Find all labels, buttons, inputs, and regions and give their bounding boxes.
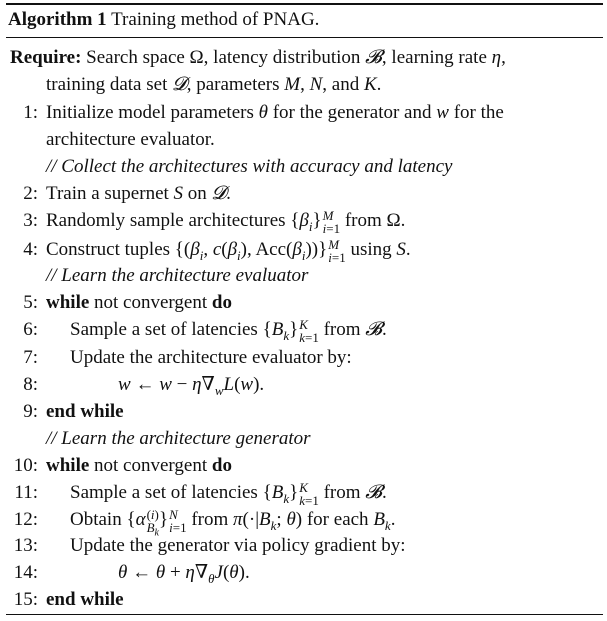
- end-while-keyword: end while: [46, 401, 124, 422]
- step-text: Update the architecture evaluator by:: [70, 347, 352, 368]
- comment-text: // Collect the architectures with accuracy and latency: [46, 156, 453, 177]
- line-number: 12:: [13, 509, 38, 530]
- line-number: 14:: [13, 562, 38, 583]
- step-text: Update the generator via policy gradient by:: [70, 535, 406, 556]
- line-number: 15:: [13, 589, 38, 610]
- line-number: 2:: [23, 183, 38, 204]
- line-number: 8:: [23, 374, 38, 395]
- line-number: 3:: [23, 210, 38, 231]
- line-number: 7:: [23, 347, 38, 368]
- algorithm-caption: Training method of PNAG.: [111, 9, 320, 30]
- line-number: 13:: [13, 535, 38, 556]
- line-number: 1:: [23, 102, 38, 123]
- condition-text: not convergent: [94, 292, 208, 313]
- line-number: 10:: [13, 455, 38, 476]
- do-keyword: do: [211, 455, 232, 476]
- comment-text: // Learn the architecture generator: [46, 428, 311, 449]
- algorithm-title: [8, 6, 319, 34]
- line-number: 11:: [14, 482, 38, 503]
- line-number: 4:: [23, 239, 38, 260]
- algorithm-box: Algorithm 1 Training method of PNAG. Require: Search space Ω, latency distribution 𝓑, learning rate η, training data set 𝓓, parameters M, N, and K. 1: Initialize model parameters θ for the generator and w for the architecture evaluator. // Collect the architectures with accuracy and latency 2: Train a supernet S on 𝓓. 3: Randomly sample architectures $\{\beta_i\}$ M i=1 from Ω. 4: Construct tuples {($\beta_i$, $c(\beta_i)$, $Acc(\beta_i)$)} M i=1 using S. // Learn the architecture evaluator 5: while not convergent do 6: Sample a set of latencies $\{B_k\}$ K k=1 from 𝓑. 7: Update the architecture evaluator by: 8: w ← $w - \eta\nabla_wL(w)$. 9: end while // Learn the architecture generator 10: while not convergent do 11: Sample a set of latencies $\{B_k\}$ K k=1 from 𝓑. 12: Obtain {α (i) $B_k$ } N i=1 from $\pi(\cdot|B_k$; θ) for each $B_k$. 13: Update the generator via policy gradient by: 14: θ ← $\theta + \eta\nabla_\theta J(\theta)$. 15: end while: [0, 0, 607, 621]
- comment-text: // Learn the architecture evaluator: [46, 265, 309, 286]
- top-rule: [6, 3, 603, 5]
- algorithm-label: Algorithm 1: [8, 9, 107, 30]
- while-keyword: while: [46, 455, 90, 476]
- line-number: 9:: [23, 401, 38, 422]
- step-text: architecture evaluator.: [46, 129, 215, 150]
- condition-text: not convergent: [94, 455, 208, 476]
- do-keyword: do: [211, 292, 232, 313]
- require-keyword: Require:: [10, 47, 82, 68]
- bottom-rule: [6, 614, 603, 615]
- line-number: 6:: [23, 319, 38, 340]
- while-keyword: while: [46, 292, 90, 313]
- header-rule: [6, 37, 603, 38]
- end-while-keyword: end while: [46, 589, 124, 610]
- line-number: 5:: [23, 292, 38, 313]
